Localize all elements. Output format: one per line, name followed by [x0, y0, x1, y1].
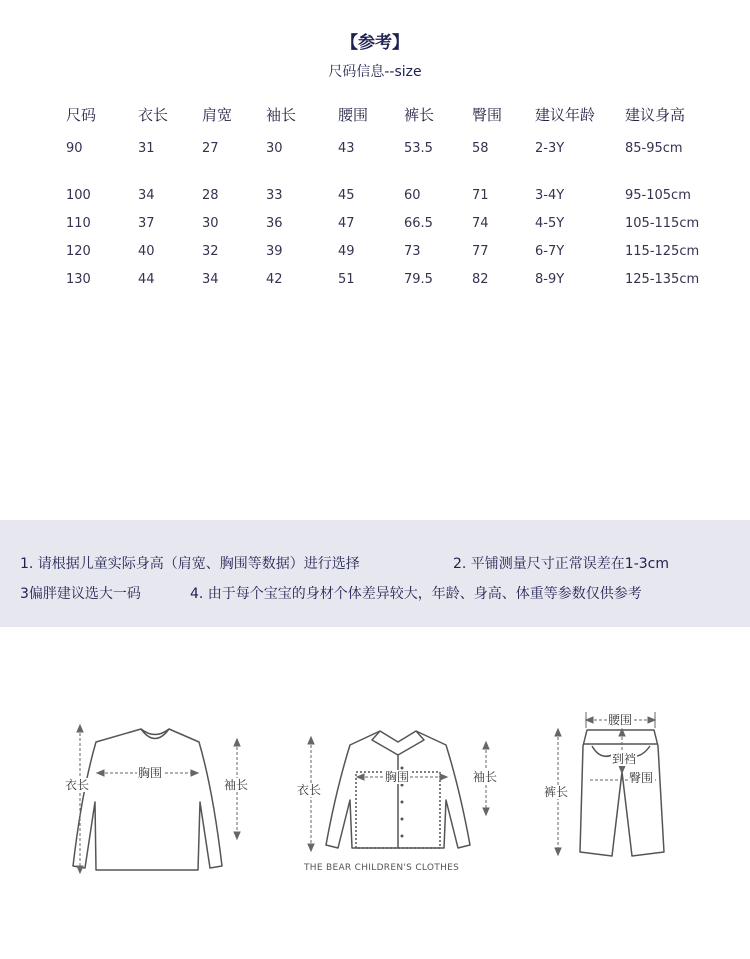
note-2: 2. 平铺测量尺寸正常误差在1-3cm: [453, 556, 670, 572]
table-row: [66, 209, 715, 237]
table-cell: 85-95cm: [625, 141, 683, 156]
table-cell: 53.5: [404, 141, 433, 156]
pants-waist-label: 腰围: [608, 713, 633, 727]
table-cell: 30: [266, 141, 283, 156]
note-1: 1. 请根据儿童实际身高（肩宽、胸围等数据）进行选择: [20, 556, 360, 572]
table-cell: 39: [266, 243, 283, 259]
pants-length-label: 裤长: [544, 785, 569, 799]
page-title: 【参考】: [341, 33, 409, 53]
table-cell: 47: [338, 215, 355, 231]
table-cell: 28: [202, 187, 219, 203]
table-cell: 90: [66, 141, 83, 156]
column-header: 尺码: [66, 105, 97, 124]
table-cell: 105-115cm: [625, 215, 700, 231]
brand-caption: THE BEAR CHILDREN'S CLOTHES: [304, 863, 460, 873]
column-header: 衣长: [138, 105, 169, 124]
table-cell: 120: [66, 243, 91, 259]
shirt-chest-label: 胸围: [385, 770, 410, 784]
table-header-row: [66, 97, 715, 131]
column-header: 袖长: [266, 105, 297, 124]
page-subtitle: 尺码信息--size: [328, 64, 422, 80]
column-header: 裤长: [404, 105, 435, 124]
table-row: [66, 131, 715, 181]
table-cell: 3-4Y: [535, 187, 565, 203]
column-header: 建议身高: [625, 105, 686, 124]
table-cell: 42: [266, 271, 283, 287]
note-4: 4. 由于每个宝宝的身材个体差异较大，年龄、身高、体重等参数仅供参考: [190, 586, 642, 602]
table-cell: 110: [66, 215, 91, 231]
table-cell: 2-3Y: [535, 141, 565, 156]
table-cell: 82: [472, 271, 489, 287]
pants-rise-label: 到裆: [612, 752, 637, 766]
table-cell: 36: [266, 215, 283, 231]
table-cell: 66.5: [404, 215, 433, 231]
table-cell: 71: [472, 187, 489, 203]
table-cell: 79.5: [404, 271, 433, 287]
table-cell: 74: [472, 215, 489, 231]
column-header: 肩宽: [202, 105, 233, 124]
table-row: [66, 237, 715, 265]
table-cell: 49: [338, 243, 355, 259]
table-cell: 34: [138, 187, 155, 203]
shirt-sleeve-label: 袖长: [473, 770, 498, 784]
table-cell: 125-135cm: [625, 271, 700, 287]
column-header: 臀围: [472, 105, 503, 124]
table-cell: 33: [266, 187, 283, 203]
table-cell: 130: [66, 271, 91, 287]
note-3: 3偏胖建议选大一码: [20, 586, 141, 602]
table-cell: 34: [202, 271, 219, 287]
table-cell: 115-125cm: [625, 243, 700, 259]
table-cell: 40: [138, 243, 155, 259]
pants-hip-label: 臀围: [629, 771, 654, 785]
table-row: [66, 181, 715, 209]
column-header: 建议年龄: [535, 105, 596, 124]
size-table: [66, 97, 715, 293]
tshirt-sleeve-label: 袖长: [224, 778, 249, 792]
tshirt-length-label: 衣长: [65, 778, 90, 792]
table-cell: 95-105cm: [625, 187, 691, 203]
table-cell: 73: [404, 243, 421, 259]
table-cell: 60: [404, 187, 421, 203]
tshirt-chest-label: 胸围: [138, 766, 163, 780]
table-cell: 30: [202, 215, 219, 231]
table-cell: 51: [338, 271, 355, 287]
table-cell: 100: [66, 187, 91, 203]
table-cell: 45: [338, 187, 355, 203]
shirt-length-label: 衣长: [297, 783, 322, 797]
table-cell: 27: [202, 141, 219, 156]
table-cell: 32: [202, 243, 219, 259]
table-cell: 58: [472, 141, 489, 156]
table-row: [66, 265, 715, 293]
table-cell: 4-5Y: [535, 215, 565, 231]
table-cell: 77: [472, 243, 489, 259]
table-cell: 37: [138, 215, 155, 231]
table-cell: 8-9Y: [535, 271, 565, 287]
column-header: 腰围: [338, 105, 369, 124]
table-cell: 44: [138, 271, 155, 287]
notes-band: [0, 520, 750, 627]
table-cell: 43: [338, 141, 355, 156]
table-cell: 31: [138, 141, 155, 156]
table-cell: 6-7Y: [535, 243, 565, 259]
